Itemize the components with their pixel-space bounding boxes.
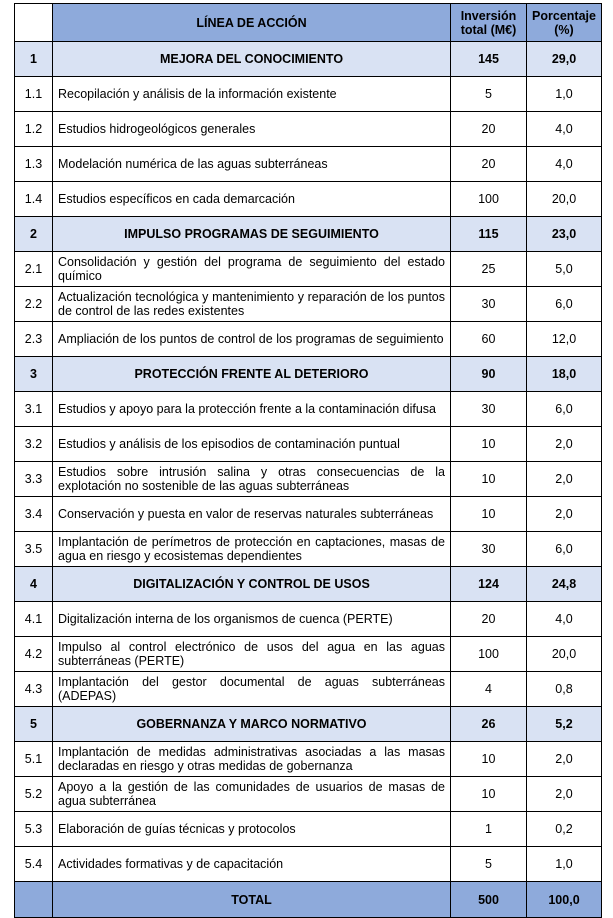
item-inversion: 60: [451, 322, 527, 357]
table-row: [15, 182, 602, 217]
item-inversion: 1: [451, 812, 527, 847]
section-number: 4: [15, 567, 53, 602]
item-description: Estudios hidrogeológicos generales: [53, 112, 451, 147]
item-number: 4.2: [15, 637, 53, 672]
item-description: Impulso al control electrónico de usos del agua en las aguas subterráneas (PERTE): [53, 637, 451, 672]
item-description: Actividades formativas y de capacitación: [53, 847, 451, 882]
table-row: [15, 602, 602, 637]
section-title: PROTECCIÓN FRENTE AL DETERIORO: [53, 357, 451, 392]
item-number: 1.2: [15, 112, 53, 147]
item-porcentaje: 20,0: [527, 637, 602, 672]
item-number: 3.4: [15, 497, 53, 532]
table-row: [15, 287, 602, 322]
item-number: 3.2: [15, 427, 53, 462]
item-inversion: 4: [451, 672, 527, 707]
item-porcentaje: 2,0: [527, 462, 602, 497]
section-porcentaje: 5,2: [527, 707, 602, 742]
item-inversion: 25: [451, 252, 527, 287]
item-porcentaje: 6,0: [527, 392, 602, 427]
item-porcentaje: 5,0: [527, 252, 602, 287]
item-number: 4.1: [15, 602, 53, 637]
table-row: [15, 637, 602, 672]
item-description: Implantación de perímetros de protección en captaciones, masas de agua en riesgo y ecosistemas dependientes: [53, 532, 451, 567]
table-row: [15, 497, 602, 532]
item-inversion: 10: [451, 777, 527, 812]
item-porcentaje: 4,0: [527, 602, 602, 637]
section-porcentaje: 29,0: [527, 42, 602, 77]
table-row: [15, 252, 602, 287]
item-number: 5.4: [15, 847, 53, 882]
section-row: [15, 707, 602, 742]
item-inversion: 30: [451, 392, 527, 427]
section-inversion: 90: [451, 357, 527, 392]
item-inversion: 10: [451, 497, 527, 532]
section-inversion: 115: [451, 217, 527, 252]
item-description: Elaboración de guías técnicas y protocolos: [53, 812, 451, 847]
item-porcentaje: 4,0: [527, 147, 602, 182]
investment-table: [14, 3, 602, 918]
item-porcentaje: 2,0: [527, 777, 602, 812]
item-porcentaje: 1,0: [527, 77, 602, 112]
item-inversion: 10: [451, 462, 527, 497]
item-inversion: 5: [451, 847, 527, 882]
item-porcentaje: 20,0: [527, 182, 602, 217]
section-title: IMPULSO PROGRAMAS DE SEGUIMIENTO: [53, 217, 451, 252]
item-number: 5.2: [15, 777, 53, 812]
item-inversion: 100: [451, 182, 527, 217]
item-number: 1.4: [15, 182, 53, 217]
total-blank-cell: [15, 882, 53, 918]
section-inversion: 124: [451, 567, 527, 602]
item-description: Ampliación de los puntos de control de los programas de seguimiento: [53, 322, 451, 357]
table-row: [15, 77, 602, 112]
item-description: Estudios específicos en cada demarcación: [53, 182, 451, 217]
section-number: 2: [15, 217, 53, 252]
table-row: [15, 847, 602, 882]
table-row: [15, 427, 602, 462]
item-inversion: 10: [451, 427, 527, 462]
item-inversion: 20: [451, 602, 527, 637]
item-number: 3.5: [15, 532, 53, 567]
item-inversion: 100: [451, 637, 527, 672]
item-inversion: 30: [451, 287, 527, 322]
section-row: [15, 42, 602, 77]
table-row: [15, 392, 602, 427]
header-inversion: Inversión total (M€): [451, 4, 527, 42]
item-porcentaje: 2,0: [527, 427, 602, 462]
item-description: Recopilación y análisis de la información existente: [53, 77, 451, 112]
item-inversion: 30: [451, 532, 527, 567]
table-row: [15, 532, 602, 567]
item-description: Consolidación y gestión del programa de seguimiento del estado químico: [53, 252, 451, 287]
item-description: Apoyo a la gestión de las comunidades de usuarios de masas de agua subterránea: [53, 777, 451, 812]
item-inversion: 5: [451, 77, 527, 112]
item-description: Conservación y puesta en valor de reservas naturales subterráneas: [53, 497, 451, 532]
section-title: GOBERNANZA Y MARCO NORMATIVO: [53, 707, 451, 742]
item-porcentaje: 0,2: [527, 812, 602, 847]
section-inversion: 26: [451, 707, 527, 742]
item-description: Digitalización interna de los organismos de cuenca (PERTE): [53, 602, 451, 637]
item-description: Implantación del gestor documental de aguas subterráneas (ADEPAS): [53, 672, 451, 707]
table-row: [15, 672, 602, 707]
item-number: 2.3: [15, 322, 53, 357]
item-description: Estudios y análisis de los episodios de contaminación puntual: [53, 427, 451, 462]
item-number: 1.1: [15, 77, 53, 112]
item-description: Estudios y apoyo para la protección frente a la contaminación difusa: [53, 392, 451, 427]
item-number: 5.3: [15, 812, 53, 847]
section-porcentaje: 18,0: [527, 357, 602, 392]
item-porcentaje: 6,0: [527, 287, 602, 322]
item-porcentaje: 6,0: [527, 532, 602, 567]
header-blank-cell: [15, 4, 53, 42]
header-row: [15, 4, 602, 42]
item-porcentaje: 0,8: [527, 672, 602, 707]
item-number: 4.3: [15, 672, 53, 707]
section-porcentaje: 24,8: [527, 567, 602, 602]
table-row: [15, 322, 602, 357]
section-row: [15, 357, 602, 392]
table-body: [15, 42, 602, 882]
item-number: 2.1: [15, 252, 53, 287]
item-porcentaje: 1,0: [527, 847, 602, 882]
table-row: [15, 147, 602, 182]
section-row: [15, 217, 602, 252]
item-number: 3.1: [15, 392, 53, 427]
table-row: [15, 112, 602, 147]
section-title: DIGITALIZACIÓN Y CONTROL DE USOS: [53, 567, 451, 602]
item-number: 5.1: [15, 742, 53, 777]
table-row: [15, 462, 602, 497]
item-number: 3.3: [15, 462, 53, 497]
item-description: Implantación de medidas administrativas asociadas a las masas declaradas en riesgo y otras medidas de gobernanza: [53, 742, 451, 777]
total-label: TOTAL: [53, 882, 451, 918]
section-inversion: 145: [451, 42, 527, 77]
item-porcentaje: 2,0: [527, 497, 602, 532]
section-number: 5: [15, 707, 53, 742]
header-linea: LÍNEA DE ACCIÓN: [53, 4, 451, 42]
item-description: Modelación numérica de las aguas subterráneas: [53, 147, 451, 182]
table-row: [15, 812, 602, 847]
item-number: 1.3: [15, 147, 53, 182]
section-number: 3: [15, 357, 53, 392]
item-description: Actualización tecnológica y mantenimiento y reparación de los puntos de control de las redes existentes: [53, 287, 451, 322]
item-inversion: 20: [451, 112, 527, 147]
item-number: 2.2: [15, 287, 53, 322]
item-inversion: 20: [451, 147, 527, 182]
section-porcentaje: 23,0: [527, 217, 602, 252]
total-inversion: 500: [451, 882, 527, 918]
header-porcentaje: Porcentaje (%): [527, 4, 602, 42]
table-row: [15, 742, 602, 777]
item-porcentaje: 12,0: [527, 322, 602, 357]
item-inversion: 10: [451, 742, 527, 777]
table-row: [15, 777, 602, 812]
section-title: MEJORA DEL CONOCIMIENTO: [53, 42, 451, 77]
total-porcentaje: 100,0: [527, 882, 602, 918]
total-row: [15, 882, 602, 918]
section-number: 1: [15, 42, 53, 77]
item-porcentaje: 2,0: [527, 742, 602, 777]
item-description: Estudios sobre intrusión salina y otras consecuencias de la explotación no sostenible de las aguas subterráneas: [53, 462, 451, 497]
item-porcentaje: 4,0: [527, 112, 602, 147]
section-row: [15, 567, 602, 602]
